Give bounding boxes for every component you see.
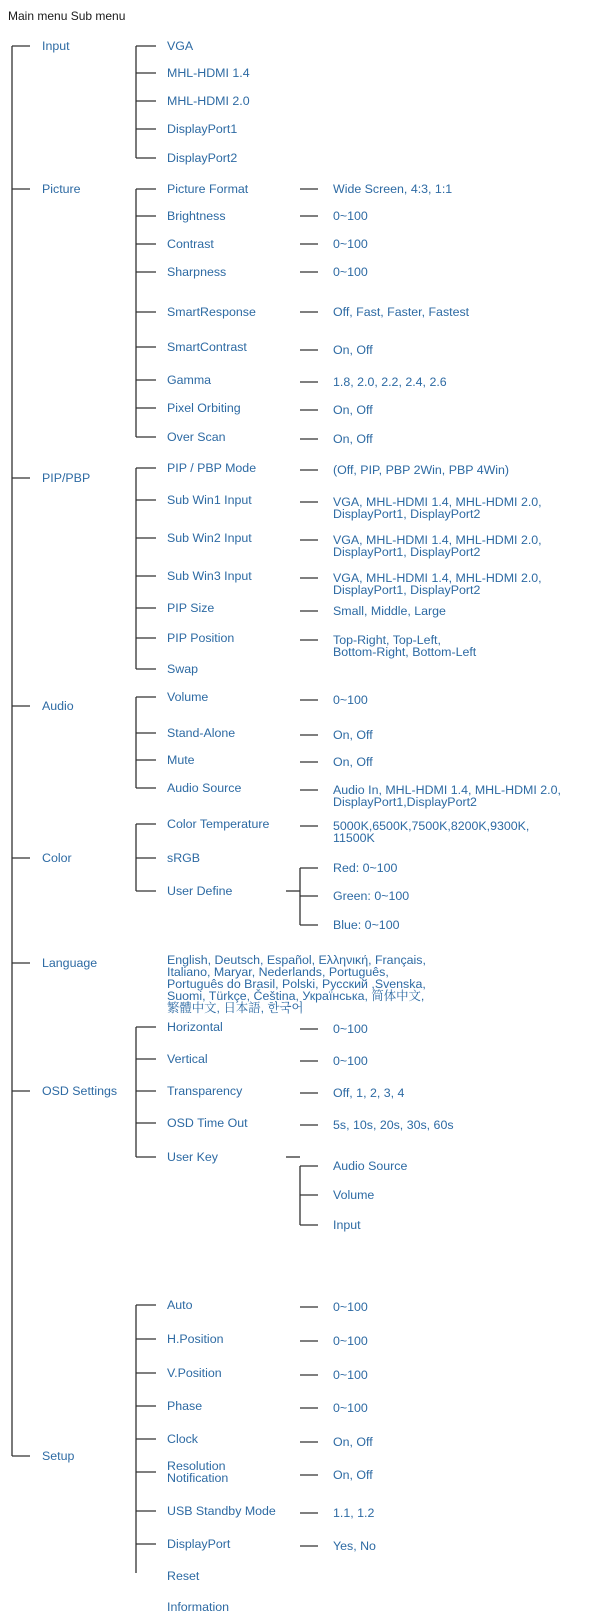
- value-stand-alone: On, Off: [333, 728, 373, 742]
- value-sub-win2-input: DisplayPort1, DisplayPort2: [333, 545, 481, 559]
- main-item-audio: Audio: [42, 699, 74, 713]
- value-brightness: 0~100: [333, 209, 368, 223]
- value-audio-source: Audio In, MHL-HDMI 1.4, MHL-HDMI 2.0,: [333, 783, 561, 797]
- page-title: Main menu Sub menu: [8, 9, 126, 23]
- sub-item-clock: Clock: [167, 1432, 198, 1446]
- sub3-item-volume: Volume: [333, 1188, 375, 1202]
- sub-item-phase: Phase: [167, 1399, 203, 1413]
- sub-item-osd-time-out: OSD Time Out: [167, 1116, 248, 1130]
- sub-item-resolution-notification: Resolution: [167, 1459, 226, 1473]
- value-mute: On, Off: [333, 755, 373, 769]
- sub-item-h-position: H.Position: [167, 1332, 224, 1346]
- value-smartcontrast: On, Off: [333, 343, 373, 357]
- value-pip-size: Small, Middle, Large: [333, 604, 446, 618]
- sub-item-displayport1: DisplayPort1: [167, 122, 238, 136]
- sub-item-pip-pbp-mode: PIP / PBP Mode: [167, 461, 257, 475]
- sub-item-vertical: Vertical: [167, 1052, 208, 1066]
- value-sub-win2-input: VGA, MHL-HDMI 1.4, MHL-HDMI 2.0,: [333, 533, 542, 547]
- sub-item-swap: Swap: [167, 662, 198, 676]
- value-pip-position: Top-Right, Top-Left,: [333, 633, 441, 647]
- main-item-language: Language: [42, 956, 98, 970]
- value-usb-standby-mode: On, Off: [333, 1468, 373, 1482]
- value-color-temperature: 11500K: [333, 831, 375, 845]
- language-option-line: Português do Brasil, Polski, Русский ,Svenska,: [167, 977, 426, 991]
- sub-item-srgb: sRGB: [167, 851, 201, 865]
- sub-item-color-temperature: Color Temperature: [167, 817, 270, 831]
- value-smartresponse: Off, Fast, Faster, Fastest: [333, 305, 470, 319]
- sub-item-picture-format: Picture Format: [167, 182, 249, 196]
- sub-item-pixel-orbiting: Pixel Orbiting: [167, 401, 241, 415]
- sub-item-auto: Auto: [167, 1298, 193, 1312]
- sub-item-stand-alone: Stand-Alone: [167, 726, 236, 740]
- sub-item-vga: VGA: [167, 39, 194, 53]
- sub3-item-input: Input: [333, 1218, 361, 1232]
- value-sub-win3-input: DisplayPort1, DisplayPort2: [333, 583, 481, 597]
- sub-item-smartresponse: SmartResponse: [167, 305, 256, 319]
- value-gamma: 1.8, 2.0, 2.2, 2.4, 2.6: [333, 375, 447, 389]
- value-pip-pbp-mode: (Off, PIP, PBP 2Win, PBP 4Win): [333, 463, 510, 477]
- sub-item-user-define: User Define: [167, 884, 233, 898]
- value-contrast: 0~100: [333, 237, 368, 251]
- sub-item-displayport2: DisplayPort2: [167, 151, 238, 165]
- main-item-pip-pbp: PIP/PBP: [42, 471, 91, 485]
- value-volume: 0~100: [333, 693, 368, 707]
- value-transparency: Off, 1, 2, 3, 4: [333, 1086, 405, 1100]
- sub3-item-blue-0-100: Blue: 0~100: [333, 918, 400, 932]
- value-sub-win1-input: VGA, MHL-HDMI 1.4, MHL-HDMI 2.0,: [333, 495, 542, 509]
- sub-item-transparency: Transparency: [167, 1084, 243, 1098]
- sub3-item-red-0-100: Red: 0~100: [333, 861, 398, 875]
- value-reset: Yes, No: [333, 1539, 376, 1553]
- value-over-scan: On, Off: [333, 432, 373, 446]
- sub-item-pip-position: PIP Position: [167, 631, 235, 645]
- value-resolution-notification: On, Off: [333, 1435, 373, 1449]
- main-item-setup: Setup: [42, 1449, 75, 1463]
- sub-item-horizontal: Horizontal: [167, 1020, 223, 1034]
- value-osd-time-out: 5s, 10s, 20s, 30s, 60s: [333, 1118, 454, 1132]
- sub-item-v-position: V.Position: [167, 1366, 222, 1380]
- language-option-line: Italiano, Maryar, Nederlands, Português,: [167, 965, 389, 979]
- value-sharpness: 0~100: [333, 265, 368, 279]
- sub-item-sub-win2-input: Sub Win2 Input: [167, 531, 252, 545]
- sub-item-information: Information: [167, 1600, 229, 1614]
- sub-item-sub-win3-input: Sub Win3 Input: [167, 569, 252, 583]
- value-color-temperature: 5000K,6500K,7500K,8200K,9300K,: [333, 819, 530, 833]
- value-displayport: 1.1, 1.2: [333, 1506, 375, 1520]
- sub-item-mhl-hdmi-2-0: MHL-HDMI 2.0: [167, 94, 250, 108]
- language-option-line: 繁體中文, 日本語, 한국어: [167, 1001, 304, 1015]
- main-item-color: Color: [42, 851, 72, 865]
- value-pixel-orbiting: On, Off: [333, 403, 373, 417]
- sub-item-gamma: Gamma: [167, 373, 212, 387]
- sub3-item-green-0-100: Green: 0~100: [333, 889, 410, 903]
- value-sub-win3-input: VGA, MHL-HDMI 1.4, MHL-HDMI 2.0,: [333, 571, 542, 585]
- sub-item-usb-standby-mode: USB Standby Mode: [167, 1504, 276, 1518]
- value-phase: 0~100: [333, 1368, 368, 1382]
- sub-item-contrast: Contrast: [167, 237, 214, 251]
- sub-item-pip-size: PIP Size: [167, 601, 215, 615]
- value-audio-source: DisplayPort1,DisplayPort2: [333, 795, 477, 809]
- main-item-input: Input: [42, 39, 70, 53]
- sub-item-brightness: Brightness: [167, 209, 226, 223]
- value-sub-win1-input: DisplayPort1, DisplayPort2: [333, 507, 481, 521]
- sub-item-volume: Volume: [167, 690, 209, 704]
- sub-item-smartcontrast: SmartContrast: [167, 340, 247, 354]
- language-option-line: Suomi, Türkçe, Čeština, Українська, 简体中文,: [167, 989, 425, 1003]
- sub-item-mute: Mute: [167, 753, 195, 767]
- sub3-item-audio-source: Audio Source: [333, 1159, 408, 1173]
- language-option-line: English, Deutsch, Español, Ελληνική, Français,: [167, 953, 426, 967]
- sub-item-displayport: DisplayPort: [167, 1537, 231, 1551]
- sub-item-audio-source: Audio Source: [167, 781, 242, 795]
- value-horizontal: 0~100: [333, 1022, 368, 1036]
- sub-item-sharpness: Sharpness: [167, 265, 227, 279]
- value-clock: 0~100: [333, 1401, 368, 1415]
- value-pip-position: Bottom-Right, Bottom-Left: [333, 645, 477, 659]
- sub-item-reset: Reset: [167, 1569, 200, 1583]
- value-picture-format: Wide Screen, 4:3, 1:1: [333, 182, 453, 196]
- sub-item-sub-win1-input: Sub Win1 Input: [167, 493, 252, 507]
- value-v-position: 0~100: [333, 1334, 368, 1348]
- value-h-position: 0~100: [333, 1300, 368, 1314]
- sub-item-over-scan: Over Scan: [167, 430, 226, 444]
- sub-item-user-key: User Key: [167, 1150, 218, 1164]
- value-vertical: 0~100: [333, 1054, 368, 1068]
- sub-item-resolution-notification: Notification: [167, 1471, 229, 1485]
- main-item-osd-settings: OSD Settings: [42, 1084, 118, 1098]
- main-item-picture: Picture: [42, 182, 81, 196]
- sub-item-mhl-hdmi-1-4: MHL-HDMI 1.4: [167, 66, 250, 80]
